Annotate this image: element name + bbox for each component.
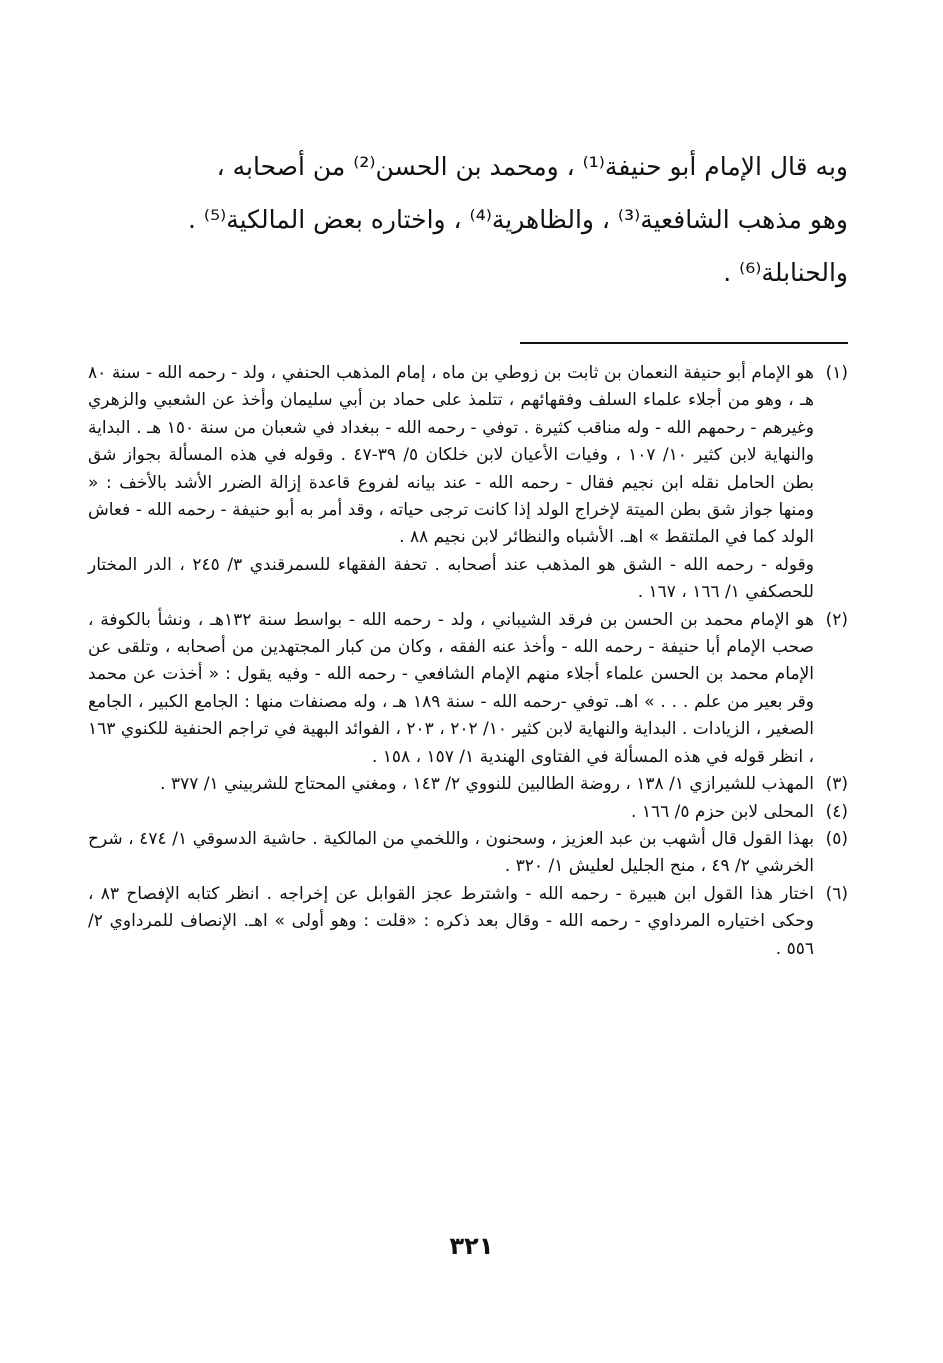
footnote-number: (٥) (825, 828, 848, 849)
footnote-number: (٦) (825, 883, 848, 904)
page-number: ٣٢١ (449, 1232, 494, 1260)
footnote-separator (520, 342, 848, 344)
footnote-paragraph: وقوله - رحمه الله - الشق هو المذهب عند أصحابه . تحفة الفقهاء للسمرقندي ٣/ ٢٤٥ ، الدر المختار للحصكفي ١/ ١٦٦ ، ١٦٧ . (88, 554, 814, 603)
footnote-body (88, 360, 814, 607)
footnote-paragraph: اختار هذا القول ابن هبيرة - رحمه الله - واشترط عجز القوابل عن إخراجه . انظر كتابه الإفصاح ٨٣ ، وحكى اختياره المرداوي - رحمه الله - وقال بعد ذكره : «قلت : وهو أولى » اهـ. الإنصاف للمرداوي ٢/ ٥٥٦ . (88, 883, 815, 959)
main-text-line: والحنابلة⁽⁶⁾ . (723, 258, 848, 287)
footnote-1 (88, 360, 848, 607)
main-text (88, 140, 848, 299)
footnote-6 (88, 881, 848, 963)
footnote-body (88, 771, 814, 798)
main-text-line: وبه قال الإمام أبو حنيفة⁽¹⁾ ، ومحمد بن الحسن⁽²⁾ من أصحابه ، (216, 152, 848, 181)
footnote-paragraph: المهذب للشيرازي ١/ ١٣٨ ، روضة الطالبين للنووي ٢/ ١٤٣ ، ومغني المحتاج للشربيني ١/ ٣٧٧ . (160, 774, 814, 795)
footnote-2 (88, 607, 848, 771)
footnote-number: (٤) (825, 801, 848, 822)
footnote-body (88, 826, 814, 881)
footnote-number: (٢) (825, 609, 848, 630)
footnote-paragraph: بهذا القول قال أشهب بن عبد العزيز ، وسحنون ، واللخمي من المالكية . حاشية الدسوقي ١/ ٤٧٤ ، شرح الخرشي ٢/ ٤٩ ، منح الجليل لعليش ١/ ٣٢٠ . (88, 828, 814, 877)
footnote-4 (88, 799, 848, 826)
footnote-paragraph: هو الإمام محمد بن الحسن بن فرقد الشيباني ، ولد - رحمه الله - بواسط سنة ١٣٢هـ ، ونشأ بالكوفة ، صحب الإمام أبا حنيفة - رحمه الله - وأخذ عنه الفقه ، وكان من كبار المجتهدين من أصحابه ، وتلقى عن الإمام محمد بن الحسن علماء أجلاء منهم الإمام الشافعي - رحمه الله - وفيه يقول : « أخذت عن محمد وقر بعير من علم . . . » اهـ. توفي -رحمه الله - سنة ١٨٩ هـ ، وله مصنفات منها : الجامع الكبير ، الجامع الصغير ، الزيادات . البداية والنهاية لابن كثير ١٠/ ٢٠٢ ، ٢٠٣ ، الفوائد البهية في تراجم الحنفية للكنوي ١٦٣ ، انظر قوله في هذه المسألة في الفتاوى الهندية ١/ ١٥٧ ، ١٥٨ . (88, 609, 815, 767)
footnote-paragraph: المحلى لابن حزم ٥/ ١٦٦ . (631, 801, 814, 822)
footnote-paragraph: هو الإمام أبو حنيفة النعمان بن ثابت بن زوطي بن ماه ، إمام المذهب الحنفي ، ولد - رحمه الله - سنة ٨٠ هـ ، وهو من أجلاء علماء السلف وفقهائهم ، تتلمذ على حماد بن أبي سليمان وأخذ عن الشعبي والزهري وغيرهم - رحمهم الله - وله مناقب كثيرة . توفي - رحمه الله - ببغداد في شعبان من سنة ١٥٠ هـ . البداية والنهاية لابن كثير ١٠/ ١٠٧ ، وفيات الأعيان لابن خلكان ٥/ ٣٩-٤٧ . وقوله في هذه المسألة بجواز شق بطن الحامل نقله ابن نجيم فقال - رحمه الله - عند بيانه لفروع قاعدة إزالة الضرر الأشد بالأخف : « ومنها جواز شق بطن الميتة لإخراج الولد إذا كانت ترجى حياته ، وقد أمر به أبو حنيفة - رحمه الله - فعاش الولد كما في الملتقط » اهـ. الأشباه والنظائر لابن نجيم ٨٨ . (88, 363, 814, 548)
footnote-body (88, 881, 814, 963)
footnote-3 (88, 771, 848, 798)
footnotes (88, 360, 848, 963)
footnote-body (88, 607, 814, 771)
footnote-number: (٣) (825, 774, 848, 795)
footnote-5 (88, 826, 848, 881)
footnote-number: (١) (825, 363, 848, 383)
footnote-body (88, 799, 814, 826)
main-text-line: وهو مذهب الشافعية⁽³⁾ ، والظاهرية⁽⁴⁾ ، واختاره بعض المالكية⁽⁵⁾ . (188, 205, 848, 234)
